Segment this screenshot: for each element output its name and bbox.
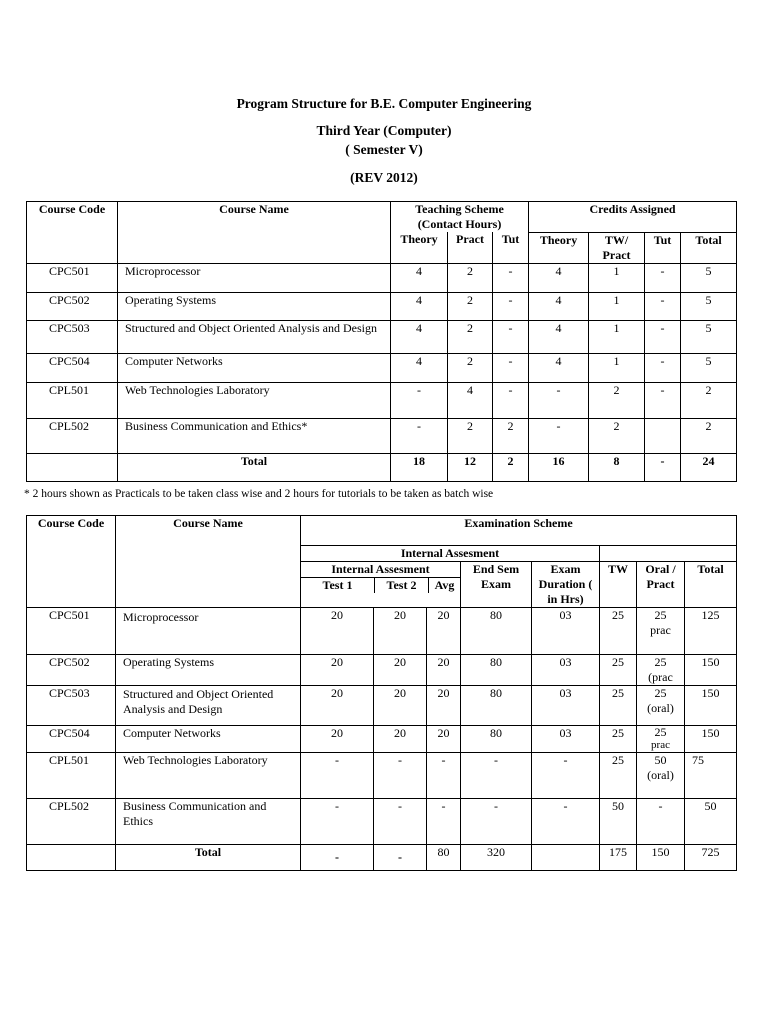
total-total: 725 — [685, 845, 737, 871]
avg-marks: 20 — [427, 686, 461, 726]
total-label: Total — [118, 453, 391, 481]
course-code: CPL502 — [27, 418, 118, 453]
tut-hours: - — [493, 382, 529, 418]
pract-hours: 2 — [448, 353, 493, 382]
course-code: CPC503 — [27, 686, 116, 726]
examination-scheme-table — [26, 515, 737, 871]
tut-hours: - — [493, 263, 529, 292]
course-code: CPL501 — [27, 753, 116, 799]
end-sem-marks: 80 — [461, 608, 532, 655]
header-oral-pract: Oral / Pract — [637, 562, 685, 608]
avg-marks: - — [427, 799, 461, 845]
table-row — [27, 753, 737, 799]
table-row — [27, 655, 737, 686]
course-code: CPC502 — [27, 292, 118, 320]
course-name: Operating Systems — [116, 655, 301, 686]
oral-pract-marks — [637, 655, 685, 686]
header-course-code: Course Code — [27, 202, 118, 264]
header-tw: TW — [600, 562, 637, 608]
credit-total: 2 — [681, 418, 737, 453]
end-sem-marks: 80 — [461, 686, 532, 726]
oral-value: 50 — [654, 753, 667, 767]
tw-marks: 50 — [600, 799, 637, 845]
total-empty-cell — [27, 845, 116, 871]
table-row — [27, 418, 737, 453]
credit-total: 5 — [681, 353, 737, 382]
header-total: Total — [685, 562, 737, 608]
total-marks: 125 — [685, 608, 737, 655]
course-code: CPC501 — [27, 608, 116, 655]
header-internal-assesment — [301, 562, 461, 608]
oral-type: prac — [651, 739, 670, 751]
avg-marks: - — [427, 753, 461, 799]
oral-type: (oral) — [647, 701, 674, 715]
pract-hours: 2 — [448, 263, 493, 292]
credit-total: 5 — [681, 320, 737, 353]
credit-tut: - — [645, 320, 681, 353]
oral-pract-marks — [637, 799, 685, 845]
oral-type: prac — [650, 623, 671, 637]
course-name: Web Technologies Laboratory — [116, 753, 301, 799]
credit-theory: 4 — [529, 353, 589, 382]
credit-tut: - — [645, 353, 681, 382]
total-credit-theory: 16 — [529, 453, 589, 481]
test1-marks: - — [301, 799, 374, 845]
total-marks: 150 — [685, 686, 737, 726]
table-row — [27, 263, 737, 292]
oral-value: 25 — [654, 655, 667, 669]
table-row — [27, 726, 737, 753]
credit-total: 2 — [681, 382, 737, 418]
year-title: Third Year (Computer) — [316, 123, 452, 138]
credit-theory: 4 — [529, 320, 589, 353]
theory-hours: 4 — [391, 292, 448, 320]
end-sem-marks: - — [461, 753, 532, 799]
credit-theory: 4 — [529, 292, 589, 320]
test1-marks: 20 — [301, 726, 374, 753]
exam-duration: 03 — [532, 686, 600, 726]
total-end-sem: 320 — [461, 845, 532, 871]
revision-title: (REV 2012) — [350, 170, 418, 185]
theory-hours: 4 — [391, 353, 448, 382]
credit-total: 5 — [681, 263, 737, 292]
credit-theory: - — [529, 382, 589, 418]
credit-tut: - — [645, 263, 681, 292]
oral-value: 25 — [654, 686, 667, 700]
course-name: Structured and Object Oriented Analysis and Design — [118, 320, 391, 353]
header-test2: Test 2 — [375, 578, 429, 593]
header-course-name: Course Name — [116, 516, 301, 608]
total-tw: 175 — [600, 845, 637, 871]
credit-theory: - — [529, 418, 589, 453]
exam-duration: - — [532, 753, 600, 799]
test1-marks: 20 — [301, 608, 374, 655]
course-name: Computer Networks — [118, 353, 391, 382]
total-marks: 75 — [685, 753, 737, 799]
tw-marks: 25 — [600, 726, 637, 753]
tut-hours: - — [493, 292, 529, 320]
total-test1: - — [301, 845, 374, 871]
header-credit-theory: Theory — [529, 232, 589, 263]
course-name: Business Communication and Ethics* — [118, 418, 391, 453]
avg-marks: 20 — [427, 608, 461, 655]
total-test2: - — [374, 845, 427, 871]
test2-marks: - — [374, 753, 427, 799]
total-label: Total — [116, 845, 301, 871]
total-oral: 150 — [637, 845, 685, 871]
header-internal-assesment-outer: Internal Assesment — [301, 546, 600, 562]
header-exam-duration: Exam Duration ( in Hrs) — [532, 562, 600, 608]
course-name: Operating Systems — [118, 292, 391, 320]
total-theory: 18 — [391, 453, 448, 481]
course-code: CPC503 — [27, 320, 118, 353]
avg-marks: 20 — [427, 726, 461, 753]
table-row — [27, 320, 737, 353]
theory-hours: - — [391, 418, 448, 453]
test2-marks: 20 — [374, 686, 427, 726]
theory-hours: - — [391, 382, 448, 418]
total-pract: 12 — [448, 453, 493, 481]
theory-hours: 4 — [391, 263, 448, 292]
oral-value: - — [658, 799, 663, 813]
credit-tut: - — [645, 292, 681, 320]
course-code: CPL502 — [27, 799, 116, 845]
page-title: Program Structure for B.E. Computer Engineering — [236, 96, 532, 111]
credit-tut — [645, 418, 681, 453]
end-sem-marks: 80 — [461, 726, 532, 753]
total-empty-cell — [27, 453, 118, 481]
header-credit-total: Total — [681, 232, 737, 263]
theory-hours: 4 — [391, 320, 448, 353]
oral-pract-marks — [637, 753, 685, 799]
credit-tw: 1 — [589, 353, 645, 382]
course-code: CPC504 — [27, 353, 118, 382]
course-name: Business Communication and Ethics — [116, 799, 301, 845]
pract-hours: 2 — [448, 292, 493, 320]
header-theory: Theory — [391, 232, 448, 263]
tut-hours: - — [493, 320, 529, 353]
table-row — [27, 353, 737, 382]
header-course-name: Course Name — [118, 202, 391, 264]
test1-marks: - — [301, 753, 374, 799]
teaching-scheme-table — [26, 201, 737, 482]
total-avg: 80 — [427, 845, 461, 871]
test2-marks: - — [374, 799, 427, 845]
test2-marks: 20 — [374, 608, 427, 655]
course-code: CPC504 — [27, 726, 116, 753]
total-marks: 150 — [685, 726, 737, 753]
oral-type: (oral) — [647, 768, 674, 782]
credit-tut: - — [645, 382, 681, 418]
test1-marks: 20 — [301, 686, 374, 726]
credit-tw: 1 — [589, 292, 645, 320]
header-pract: Pract — [448, 232, 493, 263]
credit-tw: 2 — [589, 382, 645, 418]
total-row — [27, 845, 737, 871]
header-credits-assigned: Credits Assigned — [529, 202, 737, 233]
course-name: Web Technologies Laboratory — [118, 382, 391, 418]
course-code: CPC501 — [27, 263, 118, 292]
header-test1: Test 1 — [301, 578, 375, 593]
table-row — [27, 292, 737, 320]
exam-duration: 03 — [532, 655, 600, 686]
oral-value: 25 — [654, 608, 667, 622]
header-tw-pract: TW/ Pract — [589, 232, 645, 263]
oral-pract-marks — [637, 686, 685, 726]
credit-tw: 1 — [589, 263, 645, 292]
course-code: CPL501 — [27, 382, 118, 418]
pract-hours: 2 — [448, 320, 493, 353]
end-sem-marks: 80 — [461, 655, 532, 686]
tw-marks: 25 — [600, 753, 637, 799]
pract-hours: 4 — [448, 382, 493, 418]
tut-hours: 2 — [493, 418, 529, 453]
footnote: * 2 hours shown as Practicals to be taken class wise and 2 hours for tutorials to be taken as batch wise — [24, 488, 494, 500]
tw-marks: 25 — [600, 608, 637, 655]
course-name: Structured and Object Oriented Analysis and Design — [116, 686, 301, 726]
total-credit-tut: - — [645, 453, 681, 481]
header-end-sem: End Sem Exam — [461, 562, 532, 608]
end-sem-marks: - — [461, 799, 532, 845]
header-tut: Tut — [493, 232, 529, 263]
total-marks: 150 — [685, 655, 737, 686]
total-duration — [532, 845, 600, 871]
header-credit-tut: Tut — [645, 232, 681, 263]
internal-subheaders — [301, 578, 460, 593]
table-row — [27, 608, 737, 655]
credit-tw: 2 — [589, 418, 645, 453]
total-credit-total: 24 — [681, 453, 737, 481]
table-row — [27, 686, 737, 726]
header-examination-scheme: Examination Scheme — [301, 516, 737, 546]
credit-tw: 1 — [589, 320, 645, 353]
header-avg: Avg — [434, 578, 455, 592]
oral-value: 25 — [654, 725, 667, 739]
oral-pract-marks — [637, 726, 685, 753]
test2-marks: 20 — [374, 655, 427, 686]
semester-title: ( Semester V) — [345, 142, 423, 157]
total-tut: 2 — [493, 453, 529, 481]
oral-pract-marks — [637, 608, 685, 655]
contact-hours-label: (Contact Hours) — [417, 217, 502, 231]
oral-type: (prac — [648, 670, 673, 684]
exam-duration: 03 — [532, 608, 600, 655]
tw-marks: 25 — [600, 655, 637, 686]
table-row — [27, 382, 737, 418]
teaching-scheme-label: Teaching Scheme — [415, 202, 504, 216]
tw-marks: 25 — [600, 686, 637, 726]
course-code: CPC502 — [27, 655, 116, 686]
course-name: Microprocessor — [116, 608, 301, 655]
credit-total: 5 — [681, 292, 737, 320]
total-marks: 50 — [685, 799, 737, 845]
course-name: Computer Networks — [116, 726, 301, 753]
test1-marks: 20 — [301, 655, 374, 686]
header-blank — [600, 546, 737, 562]
total-row — [27, 453, 737, 481]
total-credit-tw: 8 — [589, 453, 645, 481]
course-name: Microprocessor — [118, 263, 391, 292]
avg-marks: 20 — [427, 655, 461, 686]
header-course-code: Course Code — [27, 516, 116, 608]
table-row — [27, 799, 737, 845]
exam-duration: 03 — [532, 726, 600, 753]
header-teaching-scheme — [391, 202, 529, 233]
tut-hours: - — [493, 353, 529, 382]
credit-theory: 4 — [529, 263, 589, 292]
test2-marks: 20 — [374, 726, 427, 753]
internal-assesment-label: Internal Assesment — [301, 562, 460, 578]
pract-hours: 2 — [448, 418, 493, 453]
exam-duration: - — [532, 799, 600, 845]
